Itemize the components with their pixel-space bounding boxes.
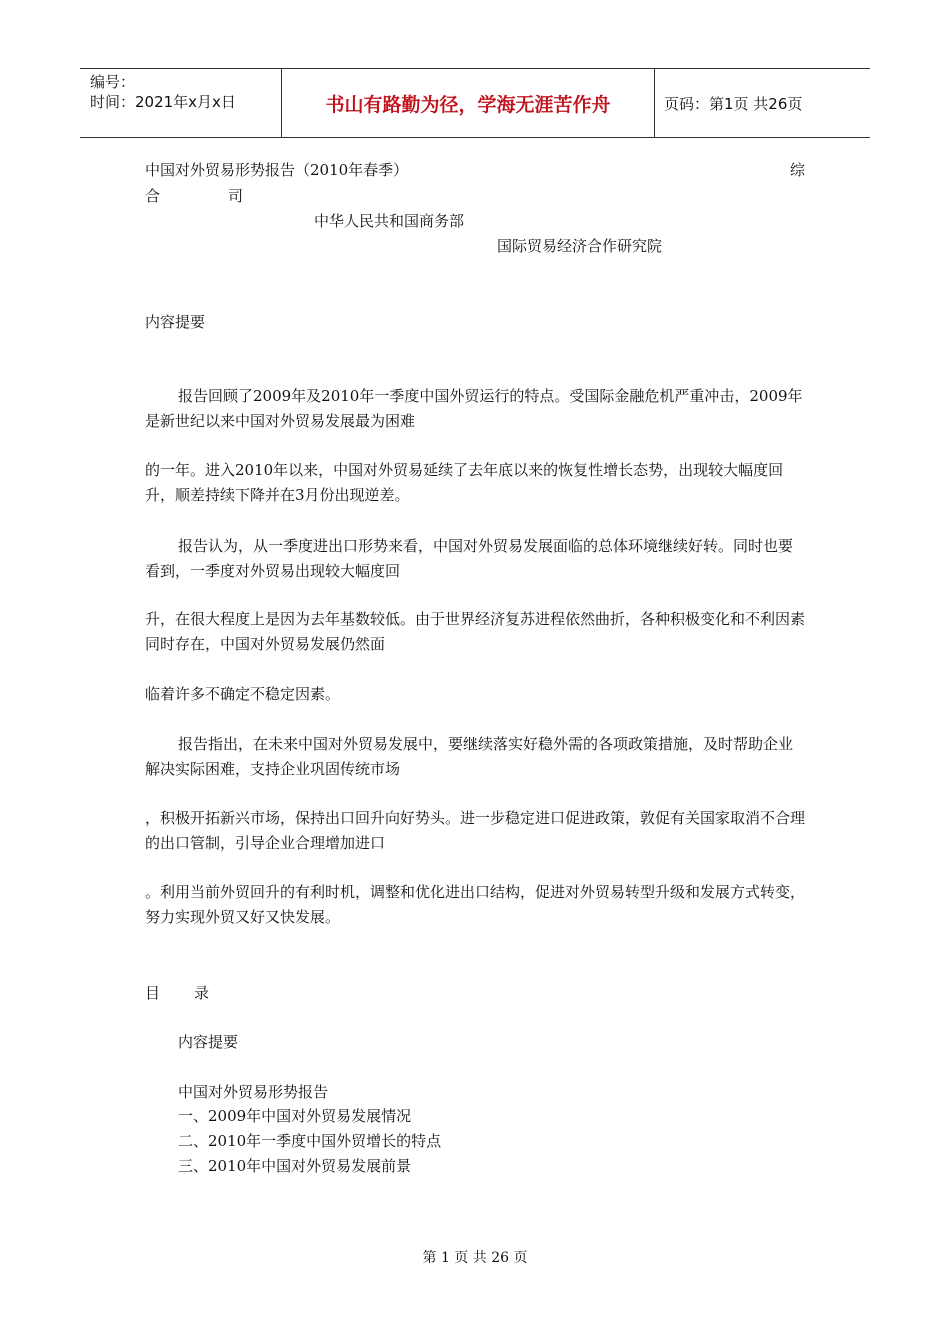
number-label: 编号： — [90, 73, 136, 91]
header-meta-cell — [80, 69, 281, 137]
paragraph: 的一年。进入2010年以来，中国对外贸易延续了去年底以来的恢复性增长态势，出现较大幅度回升，顺差持续下降并在3月份出现逆差。 — [145, 461, 784, 504]
paragraph: 临着许多不确定不稳定因素。 — [145, 685, 341, 703]
ministry-name: 中华人民共和国商务部 — [314, 212, 465, 230]
header-divider — [654, 69, 655, 137]
institute-name: 国际贸易经济合作研究院 — [497, 237, 663, 255]
report-title: 中国对外贸易形势报告（2010年春季） — [145, 161, 409, 179]
toc-heading-b: 录 — [194, 984, 210, 1002]
paragraph: ，积极开拓新兴市场，保持出口回升向好势头。进一步稳定进口促进政策，敦促有关国家取消不合理的出口管制，引导企业合理增加进口 — [145, 809, 806, 852]
toc-item: 二、2010年一季度中国外贸增长的特点 — [178, 1132, 442, 1150]
dept-char-3: 司 — [228, 187, 244, 205]
summary-heading: 内容提要 — [145, 313, 206, 331]
paragraph: 升，在很大程度上是因为去年基数较低。由于世界经济复苏进程依然曲折，各种积极变化和不利因素同时存在，中国对外贸易发展仍然面 — [145, 610, 806, 653]
paragraph: 。利用当前外贸回升的有利时机，调整和优化进出口结构，促进对外贸易转型升级和发展方式转变，努力实现外贸又好又快发展。 — [145, 883, 806, 926]
header-page-label: 页码：第1页 共26页 — [664, 94, 803, 113]
paragraph: 报告认为，从一季度进出口形势来看，中国对外贸易发展面临的总体环境继续好转。同时也要看到，一季度对外贸易出现较大幅度回 — [145, 537, 794, 580]
toc-item: 内容提要 — [178, 1033, 239, 1051]
dept-char-2: 合 — [145, 187, 161, 205]
header-table — [80, 68, 870, 138]
paragraph: 报告回顾了2009年及2010年一季度中国外贸运行的特点。受国际金融危机严重冲击，2009年是新世纪以来中国对外贸易发展最为困难 — [145, 387, 803, 430]
dept-char-1: 综 — [790, 161, 806, 179]
toc-item: 三、2010年中国对外贸易发展前景 — [178, 1157, 412, 1175]
page-footer: 第 1 页 共 26 页 — [422, 1250, 528, 1266]
paragraph: 报告指出，在未来中国对外贸易发展中，要继续落实好稳外需的各项政策措施，及时帮助企业解决实际困难，支持企业巩固传统市场 — [145, 735, 794, 778]
toc-item: 中国对外贸易形势报告 — [178, 1083, 329, 1101]
toc-item: 一、2009年中国对外贸易发展情况 — [178, 1107, 412, 1125]
time-label: 时间：2021年x月x日 — [90, 93, 236, 111]
header-motto: 书山有路勤为径，学海无涯苦作舟 — [325, 93, 611, 116]
toc-heading-a: 目 — [145, 984, 161, 1002]
